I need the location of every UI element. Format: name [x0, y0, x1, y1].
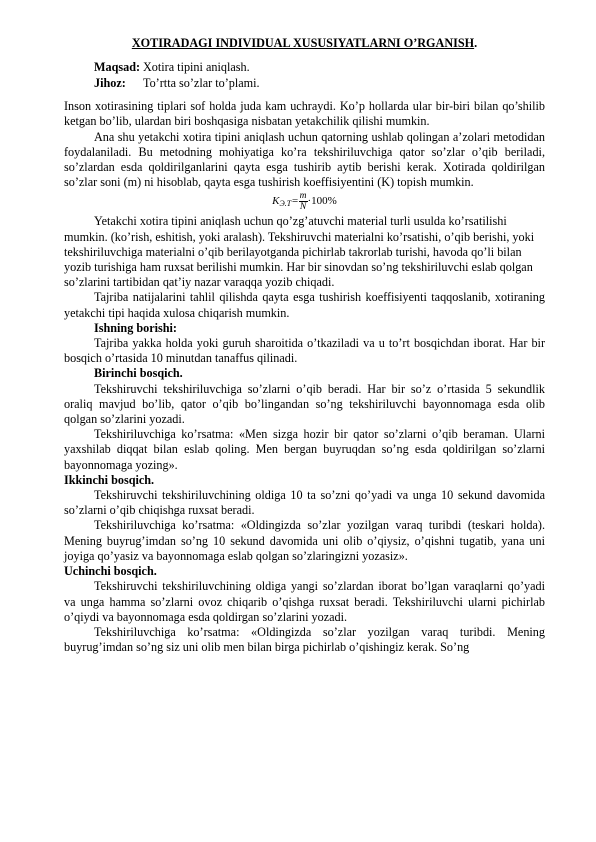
aim-row: [94, 59, 545, 75]
paragraph-8: Tekshiruvchi tekshiriluvchining oldiga 10 ta so’zni qo’yadi va unga 10 sekund davomida so’zlarni o’qib chiqishga ruxsat beradi.: [64, 488, 545, 518]
paragraph-10: Tekshiruvchi tekshiriluvchining oldiga yangi so’zlardan iborat bo’lgan varaqlarni qo’yadi va unga hamma so’zlarni ovoz chiqarib o’qishga ruxsat beradi. Tekshiriluvchi ularni pichirlab o’qiydi va bayonnomaga esda qoldirgan so’zlarini yozadi.: [64, 579, 545, 624]
heading-stage-1: Birinchi bosqich.: [94, 366, 183, 381]
paragraph-9: Tekshiriluvchiga ko’rsatma: «Oldingizda so’zlar yozilgan varaq turibdi (teskari holda). Mening buyrug’imdan so’ng 10 sekund davomida uni olib o’qiysiz, o’qishni tugatib, yana uni joyiga qo’yasiz va bayonnomaga eslab qolgan so’zlaringizni yozasiz».: [64, 518, 545, 563]
formula-fraction: $\frac{m}{N}$: [299, 191, 307, 213]
recall-coefficient-formula: $K_{Э.Т}=$ $\frac{m}{N}$ ·100%: [272, 191, 337, 213]
paragraph-6: Tekshiruvchi tekshiriluvchiga so’zlarni o’qib beradi. Har bir so’z o’rtasida 5 sekundlik oraliq mavjud bo’lib, qator o’qib bo’lingandan so’ng tekshiriluvchi bayonnomaga esda olib qolgan so’zlarini yozadi.: [64, 381, 545, 427]
paragraph-5: Tajriba yakka holda yoki guruh sharoitida o’tkaziladi va u to’rt bosqichdan iborat. Har bir bosqich o’rtasida 10 minutdan tanaffus qilinadi.: [64, 336, 545, 366]
equipment-label: Jihoz:: [94, 76, 126, 91]
equipment-row: [94, 75, 545, 91]
equipment-value: To’rtta so’zlar to’plami.: [143, 76, 260, 91]
paragraph-1: Inson xotirasining tiplari sof holda juda kam uchraydi. Ko’p hollarda ular bir-biri bilan qo’shilib ketgan bo’lib, ulardan biri boshqasiga nisbatan yetakchilik qilishi mumkin.: [64, 99, 545, 129]
title-period: .: [474, 36, 478, 50]
aim-label: Maqsad:: [94, 60, 141, 75]
paragraph-4: Tajriba natijalarini tahlil qilishda qayta esga tushirish koeffisiyenti taqqoslanib, xotiraning yetakchi tipi haqida xulosa chiqarish mumkin.: [64, 290, 545, 320]
page-title: XOTIRADAGI INDIVIDUAL XUSUSIYATLARNI O’RGANISH.: [131, 36, 478, 50]
heading-stage-3: Uchinchi bosqich.: [64, 564, 157, 579]
heading-procedure: Ishning borishi:: [94, 320, 177, 335]
paragraph-11: Tekshiriluvchiga ko’rsatma: «Oldingizda so’zlar yozilgan varaq turibdi. Mening buyrug’imdan so’ng siz uni olib men bilan birga pichirlab o’qishingiz kerak. So’ng: [64, 624, 545, 655]
paragraph-3: Yetakchi xotira tipini aniqlash uchun qo’zg’atuvchi material turli usulda ko’rsatilishi mumkin. (ko’rish, eshitish, yoki aralash). Tekshiruvchi materialni ko’rsatishi, o’qib berishi, yoki tekshiriluvchiga materialni o’qib berilayotganda pichirlab takrorlab turishi, havoda qo’li bilan yozib turishiga ham ruxsat berilishi mumkin. Har bir sinovdan so’ng tekshiriluvchi eslab qolgan so’zlarini tartibidan qat’iy nazar varaqqa yozib chiqadi.: [64, 214, 535, 290]
paragraph-2: Ana shu yetakchi xotira tipini aniqlash uchun qatorning ushlab qolingan a’zolari metodidan foydalaniladi. Bu metodning mohiyatiga ko’ra tekshiriluvchiga qator so’zlar o’qib beriladi, so’zlardan esda qoldirilganlarini qayta esga tushirib aytib berishi kerak. Xotirada qoldirilgan so’zlar soni (m) ni hisoblab, qayta esga tushirish koeffisiyentini (K) topish mumkin.: [64, 129, 545, 190]
aim-value: Xotira tipini aniqlash.: [143, 60, 250, 75]
document-page: [64, 36, 545, 655]
paragraph-7: Tekshiriluvchiga ko’rsatma: «Men sizga hozir bir qator so’zlarni o’qib beraman. Ularni yaxshilab diqqat bilan eslab qoling. Men bergan buyruqdan so’ng esda qoldirilgan so’zlarni bayonnomaga yozing».: [64, 427, 545, 472]
heading-stage-2: Ikkinchi bosqich.: [64, 472, 155, 487]
